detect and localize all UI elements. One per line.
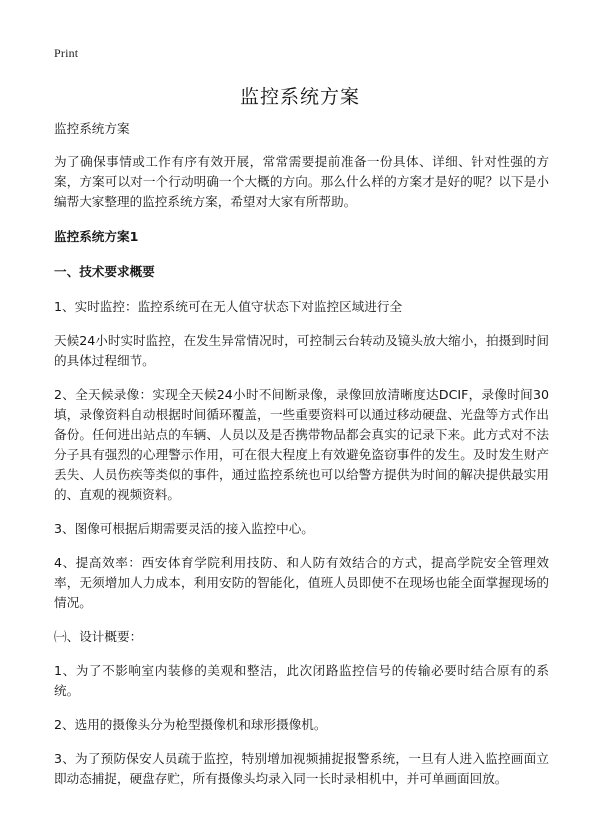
- paragraph-realtime-monitoring: 1、实时监控：监控系统可在无人值守状态下对监控区域进行全: [54, 299, 403, 314]
- paragraph-realtime-detail: 天候24小时实时监控，在发生异常情况时，可控制云台转动及镜头放大缩小，拍摄到时间的具体过程细节。: [54, 333, 549, 368]
- paragraph-video-capture-alarm: 3、为了预防保安人员疏于监控，特别增加视频捕捉报警系统，一旦有人进入监控画面立即动态捕捉，硬盘存贮，所有摄像头均录入同一长时录相机中，并可单画面回放。: [54, 751, 549, 786]
- paragraph-design-summary: ㈠、设计概要：: [54, 629, 143, 644]
- paragraph-signal-transmission: 1、为了不影响室内装修的美观和整洁，此次闭路监控信号的传输必要时结合原有的系统。: [54, 663, 549, 698]
- page-title: 监控系统方案: [239, 86, 360, 108]
- paragraph-efficiency: 4、提高效率：西安体育学院利用技防、和人防有效结合的方式，提高学院安全管理效率，无须增加人力成本，利用安防的智能化，值班人员即使不在现场也能全面掌握现场的情况。: [54, 555, 549, 610]
- paragraph-all-day-recording: 2、全天候录像：实现全天候24小时不间断录像，录像回放清晰度达DCIF，录像时间30填，录像资料自动根据时间循环覆盖，一些重要资料可以通过移动硬盘、光盘等方式作出备份。任何进出站点的车辆、人员以及是否携带物品都会真实的记录下来。此方式对不法分子具有强烈的心理警示作用，可在很大程度上有效避免盗窃事件的发生。及时发生财产丢失、人员伤疾等类似的事件，通过监控系统也可以给警方提供为时间的解决提供最实用的、直观的视频资料。: [54, 387, 549, 502]
- paragraph-monitoring-center: 3、图像可根据后期需要灵活的接入监控中心。: [54, 521, 314, 536]
- paragraph-camera-types: 2、选用的摄像头分为枪型摄像机和球形摄像机。: [54, 717, 327, 732]
- document-subtitle: 监控系统方案: [54, 121, 130, 136]
- intro-paragraph: 为了确保事情或工作有序有效开展，常常需要提前准备一份具体、详细、针对性强的方案，方案可以对一个行动明确一个大概的方向。那么什么样的方案才是好的呢？以下是小编帮大家整理的监控系统方案，希望对大家有所帮助。: [54, 154, 549, 209]
- plan-heading: 监控系统方案1: [54, 229, 139, 244]
- print-link[interactable]: Print: [54, 46, 79, 60]
- section-heading: 一、技术要求概要: [54, 264, 155, 279]
- document-body: [54, 119, 549, 803]
